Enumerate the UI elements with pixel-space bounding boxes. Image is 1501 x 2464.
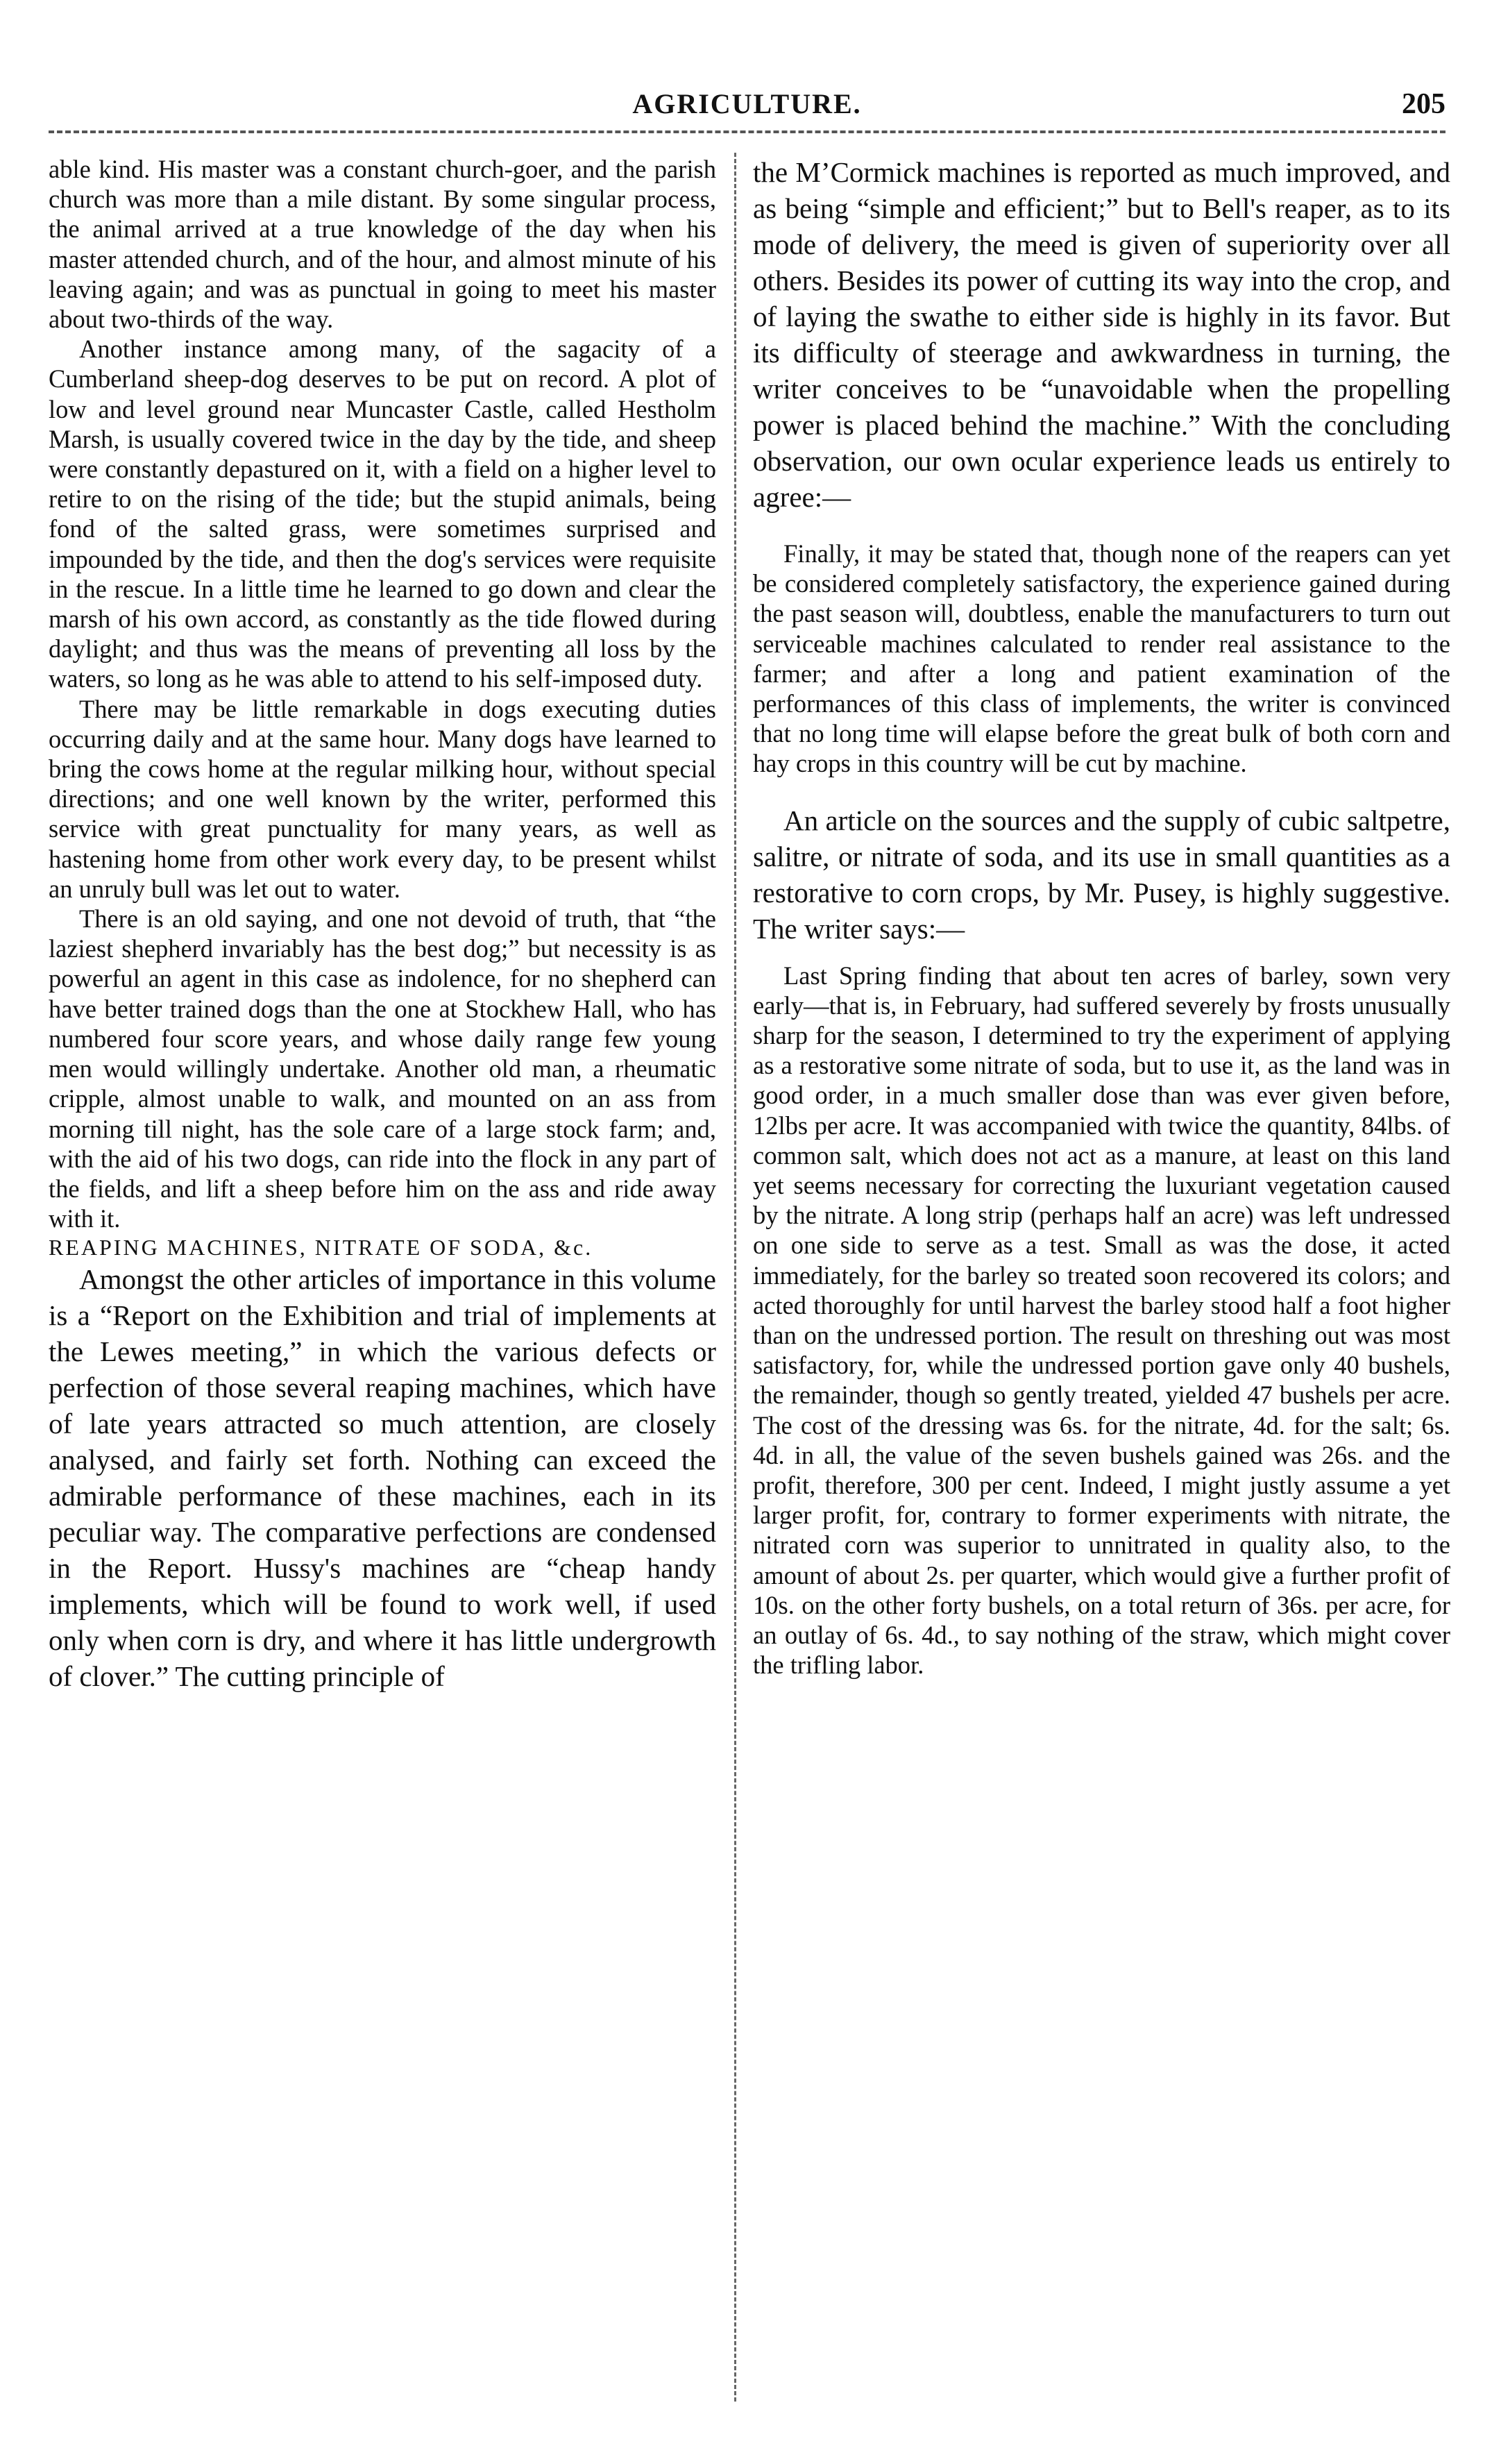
- column-divider: [734, 153, 736, 2402]
- left-column: [49, 154, 716, 2368]
- paragraph-sheep-dog: Another instance among many, of the sagacity of a Cumberland sheep-dog deserves to be put on record. A plot of low and level ground near Muncaster Castle, called Hestholm Marsh, is usually covered twice in the day by the tide, and sheep were constantly depastured on it, with a field on a higher level to retire to on the rising of the tide; but the stupid animals, being fond of the salted grass, were sometimes surprised and impounded by the tide, and then the dog's services were requisite in the rescue. In a little time he learned to go down and clear the marsh of his own accord, as constantly as the tide flowed during daylight; and thus was the means of preventing all loss by the waters, so long as he was able to attend to his self-imposed duty.: [49, 335, 716, 693]
- paragraph-old-saying: There is an old saying, and one not devoid of truth, that “the laziest shepherd invariably has the best dog;” but necessity is as powerful an agent in this case as indolence, for no shepherd can have better trained dogs than the one at Stockhew Hall, who has numbered four score years, and whose daily range few young men would willingly undertake. Another old man, a rheumatic cripple, almost unable to walk, and mounted on an ass from morning till night, has the sole care of a large stock farm; and, with the aid of his two dogs, can ride into the flock in any part of the fields, and lift a sheep before him on the ass and ride away with it.: [49, 904, 716, 1233]
- paragraph-mccormick: the M’Cormick machines is reported as much improved, and as being “simple and efficient;” but to Bell's reaper, as to its mode of delivery, the meed is given of superiority over all others. Besides its power of cutting its way into the crop, and of laying the swathe to either side is highly in its favor. But its difficulty of steerage and awkwardness in turning, the writer conceives to be “unavoidable when the propelling power is placed behind the machine.” With the concluding observation, our own ocular experience leads us entirely to agree:—: [753, 156, 1450, 513]
- paragraph-dog-duties: There may be little remarkable in dogs executing duties occurring daily and at the same hour. Many dogs have learned to bring the cows home at the regular milking hour, without special directions; and one well known by the writer, performed this service with great punctuality for many years, as well as hastening home from other work every day, to be present whilst an unruly bull was let out to water.: [49, 694, 716, 903]
- page-header: [49, 82, 1445, 133]
- paragraph-reaping-report: Amongst the other articles of importance in this volume is a “Report on the Exhibition and trial of implements at the Lewes meeting,” in which the various defects or perfection of those several reaping machines, which have of late years attracted so much attention, are closely analysed, and fairly set forth. Nothing can exceed the admirable performance of these machines, each in its peculiar way. The comparative perfections are condensed in the Report. Hussy's machines are “cheap handy implements, which will be found to work well, if used only when corn is dry, and where it has little undergrowth of clover.” The cutting principle of: [49, 1263, 716, 1693]
- paragraph-saltpetre: An article on the sources and the supply of cubic saltpetre, salitre, or nitrate of soda, and its use in small quantities as a restorative to corn crops, by Mr. Pusey, is highly suggestive. The writer says:—: [753, 804, 1450, 945]
- paragraph-church-dog: able kind. His master was a constant church-goer, and the parish church was more than a mile distant. By some singular process, the animal arrived at a true knowledge of the day when his master attended church, and of the hour, and almost minute of his leaving again; and was as punctual in going to meet his master about two-thirds of the way.: [49, 155, 716, 334]
- running-head: AGRICULTURE.: [632, 88, 862, 119]
- quote-reapers: Finally, it may be stated that, though none of the reapers can yet be considered completely satisfactory, the experience gained during the past season will, doubtless, enable the manufacturers to turn out serviceable machines calculated to render real assistance to the farmer; and after a long and patient examination of the performances of this class of implements, the writer is convinced that no long time will elapse before the great bulk of both corn and hay crops in this country will be cut by machine.: [753, 539, 1450, 778]
- page-number: 205: [1402, 88, 1445, 120]
- section-title: REAPING MACHINES, NITRATE OF SODA, &c.: [49, 1235, 593, 1260]
- right-column: [753, 154, 1450, 2403]
- quote-barley-experiment: Last Spring finding that about ten acres of barley, sown very early—that is, in February, had suffered severely by frosts unusually sharp for the season, I determined to try the experiment of applying as a restorative some nitrate of soda, but to use it, as the land was in good order, in a much smaller dose than was ever given before, 12lbs per acre. It was accompanied with twice the quantity, 84lbs. of common salt, which does not act as a manure, at least on this land yet seems necessary for correcting the luxuriant vegetation caused by the nitrate. A long strip (perhaps half an acre) was left undressed on one side to serve as a test. Small as was the dose, it acted immediately, for the barley so treated soon recovered its colors; and acted thoroughly for until harvest the barley stood half a foot higher than on the undressed portion. The result on threshing out was most satisfactory, for, while the undressed portion gave only 40 bushels, the remainder, though so gently treated, yielded 47 bushels per acre. The cost of the dressing was 6s. for the nitrate, 4d. for the salt; 6s. 4d. in all, the value of the seven bushels gained was 26s. and the profit, therefore, 300 per cent. Indeed, I might justly assume a yet larger profit, for, contrary to former experiments with nitrate, the nitrated corn was superior to unnitrated in quality also, to the amount of about 2s. per quarter, which would give a further profit of 10s. on the other forty bushels, on a total return of 36s. per acre, for an outlay of 6s. 4d., to say nothing of the straw, which might cover the trifling labor.: [753, 961, 1450, 1680]
